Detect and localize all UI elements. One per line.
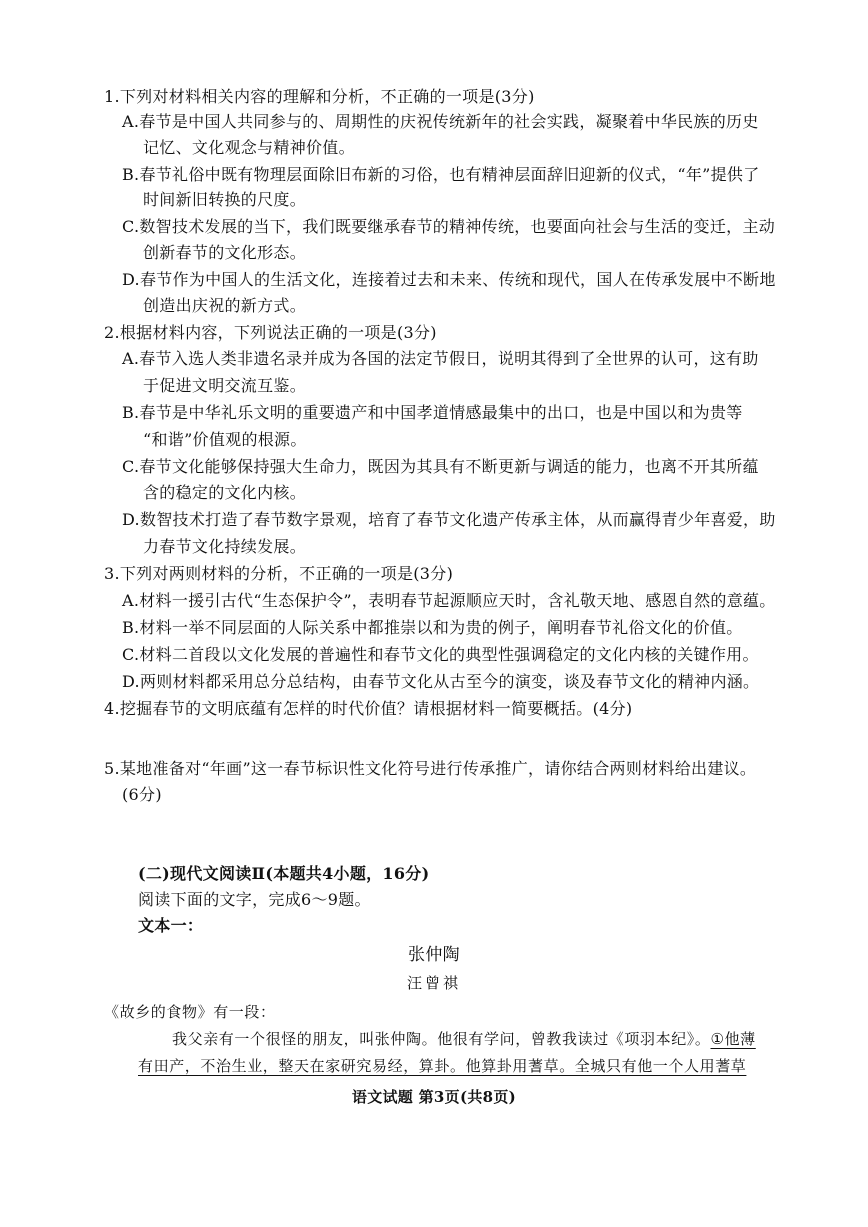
question-2-option-b-cont: “和谐”价值观的根源。: [143, 430, 307, 449]
article-paragraph-line-1: [172, 1028, 756, 1050]
question-2-option-a-cont: 于促进文明交流互鉴。: [143, 376, 307, 395]
question-1-option-b: B.春节礼俗中既有物理层面除旧布新的习俗，也有精神层面辞旧迎新的仪式，“年”提供了: [122, 165, 760, 184]
question-5-stem: 5.某地准备对“年画”这一春节标识性文化符号进行传承推广，请你结合两则材料给出建议。: [104, 759, 757, 778]
text-label: 文本一：: [138, 916, 204, 935]
question-5-score: (6分): [122, 785, 162, 804]
question-2-option-b: B.春节是中华礼乐文明的重要遗产和中国孝道情感最集中的出口，也是中国以和为贵等: [122, 403, 743, 422]
question-2-option-c-cont: 含的稳定的文化内核。: [143, 483, 307, 502]
question-1-option-b-cont: 时间新旧转换的尺度。: [143, 190, 307, 209]
question-1-option-c: C.数智技术发展的当下，我们既要继承春节的精神传统，也要面向社会与生活的变迁，主动: [122, 217, 776, 236]
question-3-option-b: B.材料一举不同层面的人际关系中都推崇以和为贵的例子，阐明春节礼俗文化的价值。: [122, 618, 743, 637]
article-intro: 《故乡的食物》有一段：: [104, 1003, 276, 1021]
question-3-stem: 3.下列对两则材料的分析，不正确的一项是(3分): [104, 564, 454, 583]
question-3-option-c: C.材料二首段以文化发展的普遍性和春节文化的典型性强调稳定的文化内核的关键作用。: [122, 645, 759, 664]
question-2-option-d-cont: 力春节文化持续发展。: [143, 537, 307, 556]
question-2-option-a: A.春节入选人类非遗名录并成为各国的法定节假日，说明其得到了全世界的认可，这有助: [122, 349, 759, 368]
section-instruction: 阅读下面的文字，完成6～9题。: [138, 890, 371, 909]
question-1-option-a-cont: 记忆、文化观念与精神价值。: [143, 138, 355, 157]
question-3-option-d: D.两则材料都采用总分总结构，由春节文化从古至今的演变，谈及春节文化的精神内涵。: [122, 672, 760, 691]
underlined-sentence-1: ①他薄: [710, 1030, 756, 1048]
section-heading: (二)现代文阅读Ⅱ(本题共4小题，16分): [138, 864, 430, 883]
question-2-stem: 2.根据材料内容，下列说法正确的一项是(3分): [104, 323, 437, 342]
paragraph-text: 我父亲有一个很怪的朋友，叫张仲陶。他很有学问，曾教我读过《项羽本纪》。: [172, 1030, 711, 1048]
question-2-option-d: D.数智技术打造了春节数字景观，培育了春节文化遗产传承主体，从而赢得青少年喜爱，助: [122, 510, 776, 529]
article-title: 张仲陶: [408, 945, 460, 965]
question-1-option-a: A.春节是中国人共同参与的、周期性的庆祝传统新年的社会实践，凝聚着中华民族的历史: [122, 112, 759, 131]
page-footer: 语文试题 第3页(共8页): [351, 1088, 517, 1106]
question-3-option-a: A.材料一援引古代“生态保护令”，表明春节起源顺应天时，含礼敬天地、感恩自然的意蕴。: [122, 591, 776, 610]
article-paragraph-line-2: 有田产，不治生业，整天在家研究易经，算卦。他算卦用蓍草。全城只有他一个人用蓍草: [138, 1057, 747, 1075]
question-1-option-c-cont: 创新春节的文化形态。: [143, 243, 307, 262]
article-author: 汪曾祺: [406, 974, 461, 992]
question-1-stem: 1.下列对材料相关内容的理解和分析，不正确的一项是(3分): [104, 87, 535, 106]
question-2-option-c: C.春节文化能够保持强大生命力，既因为其具有不断更新与调适的能力，也离不开其所蕴: [122, 457, 759, 476]
question-1-option-d-cont: 创造出庆祝的新方式。: [143, 296, 307, 315]
question-4-stem: 4.挖掘春节的文明底蕴有怎样的时代价值？请根据材料一简要概括。(4分): [104, 699, 633, 718]
question-1-option-d: D.春节作为中国人的生活文化，连接着过去和未来、传统和现代，国人在传承发展中不断地: [122, 270, 776, 289]
